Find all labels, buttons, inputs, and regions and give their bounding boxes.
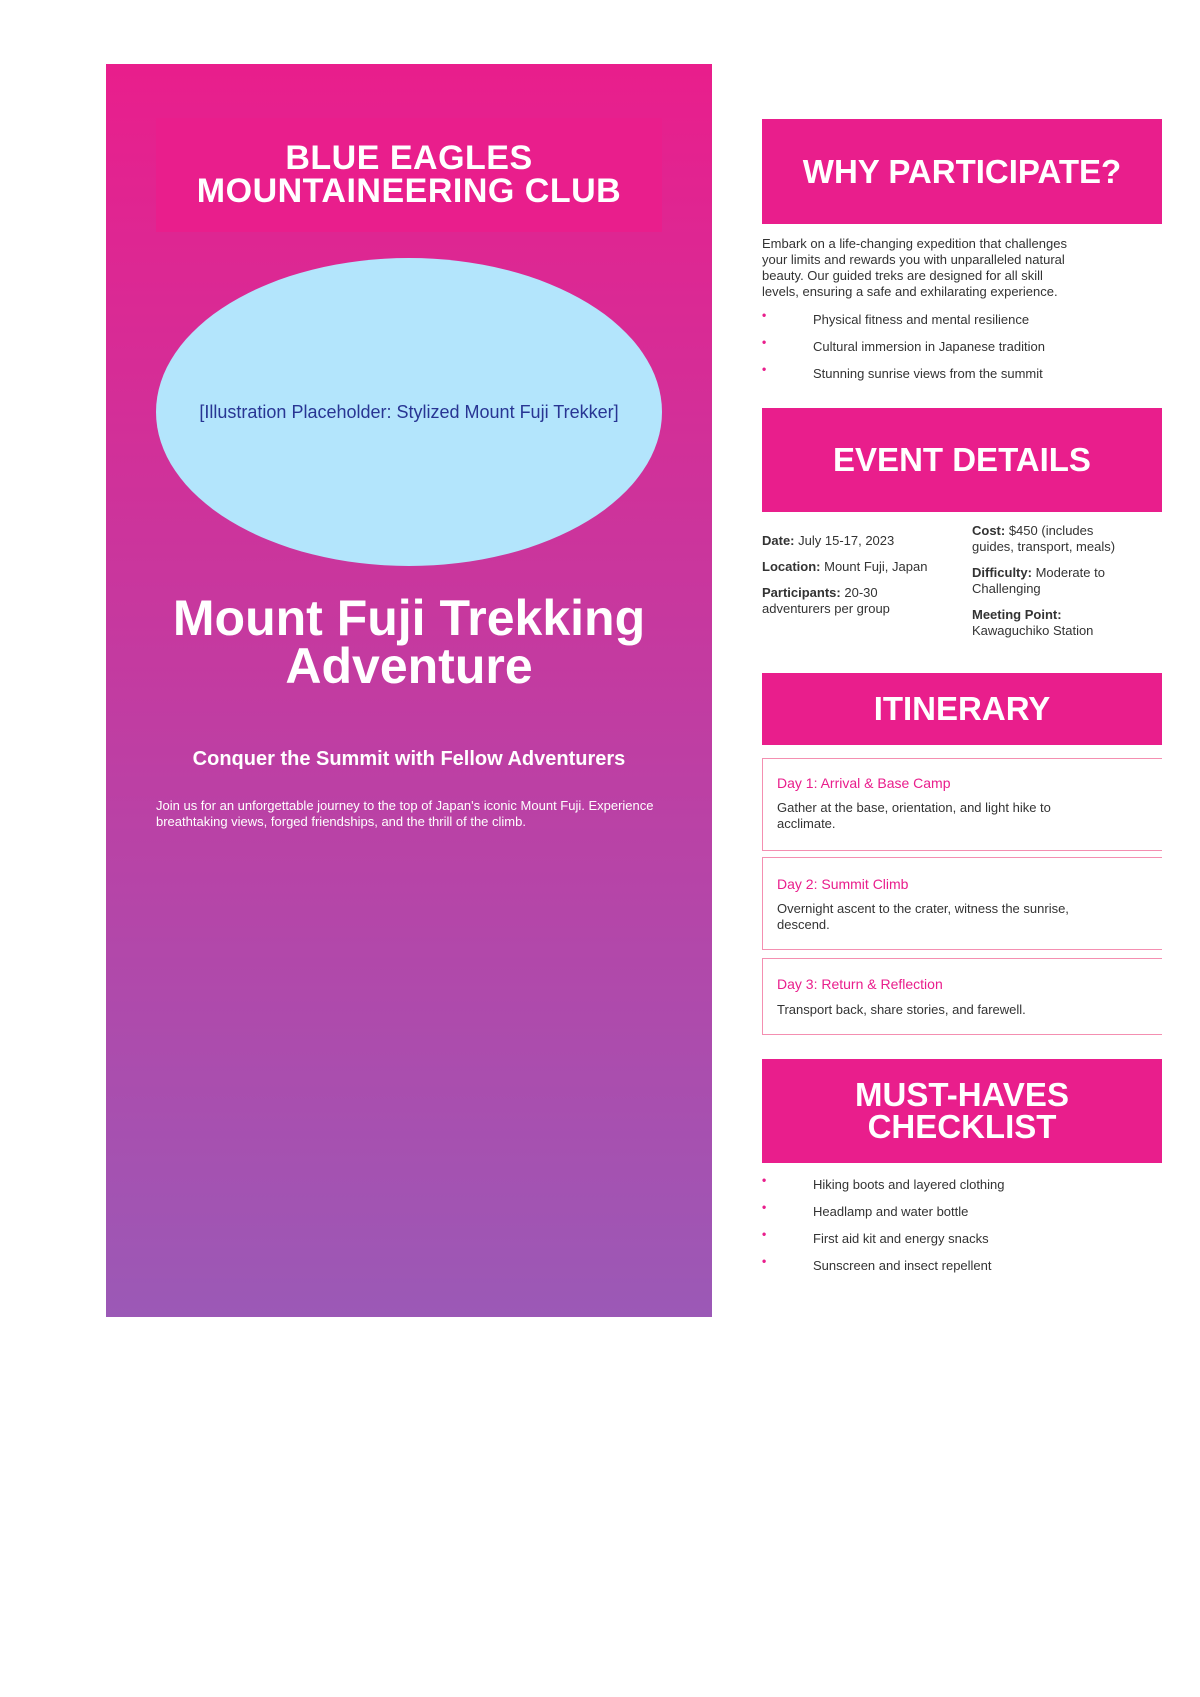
bullet-icon: • (762, 362, 767, 376)
list-item (762, 335, 1182, 366)
detail-date (762, 533, 932, 549)
list-item (762, 1227, 1182, 1258)
list-item-text: Physical fitness and mental resilience (813, 312, 1030, 327)
detail-label: Date: (762, 533, 795, 548)
detail-value: July 15-17, 2023 (794, 533, 895, 548)
detail-value: Mount Fuji, Japan (820, 559, 928, 574)
club-name: BLUE EAGLES MOUNTAINEERING CLUB (196, 139, 622, 210)
list-item-text: First aid kit and energy snacks (813, 1231, 989, 1246)
illustration-placeholder (156, 258, 662, 566)
event-details-header (762, 408, 1162, 512)
day-title: Day 3: Return & Reflection (777, 976, 943, 992)
intro-line: Embark on a life-changing expedition that challenges (762, 236, 1067, 251)
list-item-text: Cultural immersion in Japanese tradition (813, 339, 1045, 354)
event-details-heading: EVENT DETAILS (833, 441, 1091, 478)
detail-label: Participants: (762, 585, 841, 600)
list-item (762, 362, 1182, 393)
checklist-list (762, 1173, 1182, 1285)
day-description-line: Overnight ascent to the crater, witness the sunrise, (777, 901, 1069, 916)
bullet-icon: • (762, 1173, 767, 1187)
itinerary-day-card (762, 758, 1162, 851)
list-item (762, 308, 1182, 339)
day-description-line: descend. (777, 917, 830, 932)
day-description-line: Gather at the base, orientation, and light hike to (777, 800, 1051, 815)
list-item-text: Stunning sunrise views from the summit (813, 366, 1043, 381)
bullet-icon: • (762, 1200, 767, 1214)
day-description (777, 1002, 1026, 1018)
detail-participants (762, 585, 932, 617)
intro-line: levels, ensuring a safe and exhilarating experience. (762, 284, 1058, 299)
detail-value: Moderate to Challenging (972, 565, 1105, 596)
checklist-header (762, 1059, 1162, 1163)
event-title: Mount Fuji Trekking Adventure (172, 590, 646, 694)
event-subtitle: Conquer the Summit with Fellow Adventurers (192, 748, 626, 770)
detail-label: Location: (762, 559, 821, 574)
why-participate-heading: WHY PARTICIPATE? (802, 152, 1122, 190)
list-item-text: Sunscreen and insect repellent (813, 1258, 992, 1273)
event-description: Join us for an unforgettable journey to the top of Japan's iconic Mount Fuji. Experience breathtaking views, forged friendships, and the thrill of the climb. (156, 798, 654, 829)
why-participate-header (762, 119, 1162, 224)
detail-meeting-point (972, 607, 1132, 639)
bullet-icon: • (762, 1254, 767, 1268)
detail-label: Cost: (972, 523, 1006, 538)
list-item-text: Hiking boots and layered clothing (813, 1177, 1005, 1192)
intro-line: your limits and rewards you with unparalleled natural (762, 252, 1065, 267)
detail-label: Meeting Point: (972, 607, 1062, 622)
list-item (762, 1254, 1182, 1285)
detail-location (762, 559, 932, 575)
detail-cost (972, 523, 1132, 555)
detail-value: $450 (includes guides, transport, meals) (972, 523, 1116, 554)
club-name-banner (156, 118, 662, 232)
event-details-right-column (972, 523, 1132, 649)
list-item-text: Headlamp and water bottle (813, 1204, 969, 1219)
checklist-heading: MUST-HAVES CHECKLIST (855, 1076, 1069, 1145)
itinerary-day-card (762, 857, 1162, 950)
itinerary-header (762, 673, 1162, 745)
hero-panel (106, 64, 712, 1317)
detail-value: Kawaguchiko Station (972, 623, 1094, 638)
day-description-line: Transport back, share stories, and farewell. (777, 1002, 1026, 1017)
benefits-list (762, 308, 1182, 393)
list-item (762, 1200, 1182, 1231)
detail-difficulty (972, 565, 1132, 597)
bullet-icon: • (762, 308, 767, 322)
bullet-icon: • (762, 1227, 767, 1241)
day-description (777, 800, 1051, 832)
intro-line: beauty. Our guided treks are designed for all skill (762, 268, 1043, 283)
day-description-line: acclimate. (777, 816, 836, 831)
event-details-left-column (762, 533, 932, 627)
list-item (762, 1173, 1182, 1204)
itinerary-heading: ITINERARY (873, 690, 1051, 727)
itinerary-day-card (762, 958, 1162, 1035)
detail-value: 20-30 adventurers per group (762, 585, 890, 616)
bullet-icon: • (762, 335, 767, 349)
why-participate-intro (762, 236, 1162, 300)
day-description (777, 901, 1069, 933)
detail-label: Difficulty: (972, 565, 1032, 580)
day-title: Day 1: Arrival & Base Camp (777, 775, 951, 791)
illustration-placeholder-text: [Illustration Placeholder: Stylized Mount Fuji Trekker] (199, 401, 619, 422)
day-title: Day 2: Summit Climb (777, 876, 909, 892)
